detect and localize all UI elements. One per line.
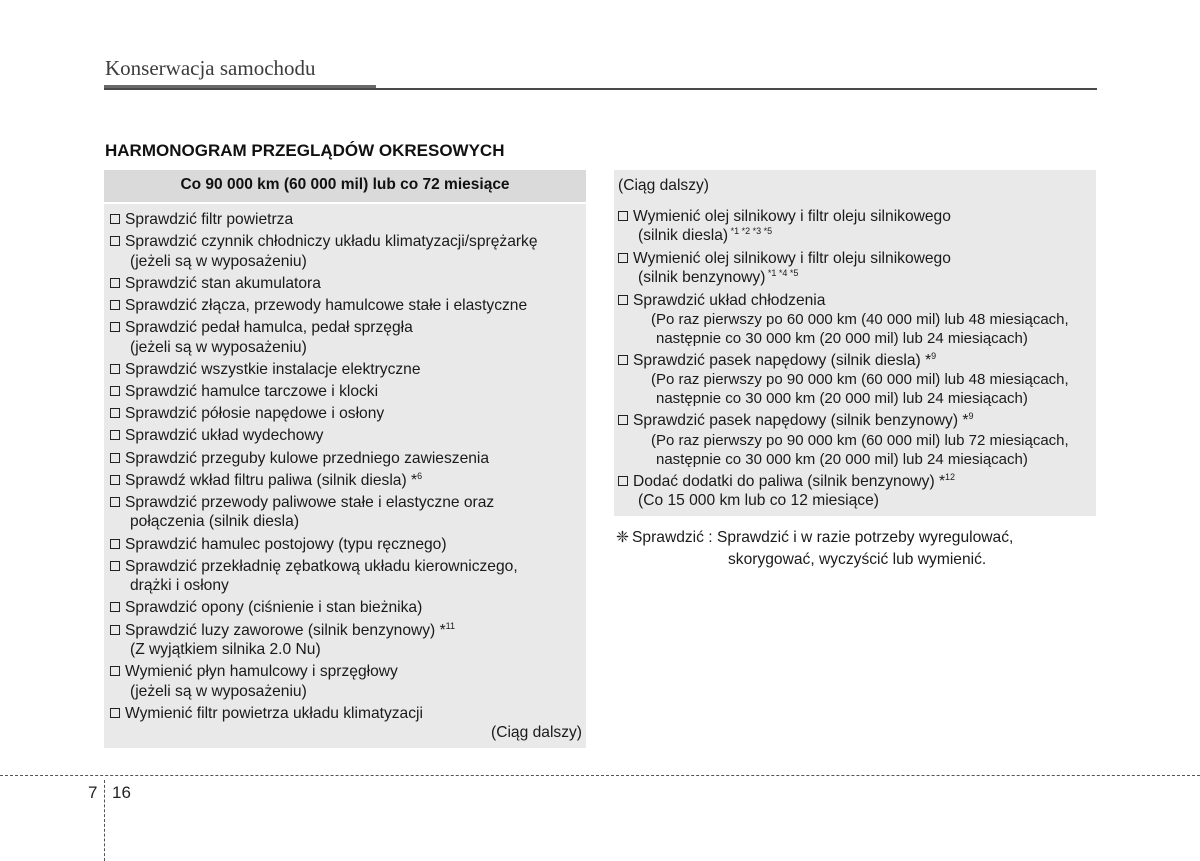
checkbox-icon bbox=[618, 295, 628, 305]
note-text-continued: skorygować, wyczyścić lub wymienić. bbox=[728, 551, 987, 568]
list-item: Sprawdzić pasek napędowy (silnik benzynowy) *$^9$ (Po raz pierwszy po 90 000 km (60 000 mil) lub 72 miesiącach, następnie co 30 000 km (20 000 mil) lub 24 miesiącach) bbox=[618, 411, 1096, 468]
list-item: Sprawdzić złącza, przewody hamulcowe stałe i elastyczne bbox=[110, 296, 586, 315]
checkbox-icon bbox=[110, 322, 120, 332]
note-label: Sprawdzić : bbox=[632, 529, 713, 546]
list-item: Sprawdzić półosie napędowe i osłony bbox=[110, 404, 586, 423]
list-item: Sprawdzić przewody paliwowe stałe i elastyczne oraz połączenia (silnik diesla) bbox=[110, 493, 586, 532]
checkbox-icon bbox=[110, 708, 120, 718]
list-item: Sprawdzić pasek napędowy (silnik diesla) *$^9$ (Po raz pierwszy po 90 000 km (60 000 mil) lub 48 miesiącach, następnie co 30 000 km (20 000 mil) lub 24 miesiącach) bbox=[618, 351, 1096, 408]
checkbox-icon bbox=[110, 453, 120, 463]
footer-margin-line bbox=[104, 780, 105, 861]
page-header-title: Konserwacja samochodu bbox=[105, 56, 316, 80]
checkbox-icon bbox=[110, 214, 120, 224]
checkbox-icon bbox=[110, 430, 120, 440]
footnote-ref: 12 bbox=[945, 471, 956, 482]
page-number: 16 bbox=[112, 783, 131, 802]
checkbox-icon bbox=[618, 253, 628, 263]
list-item: Sprawdź wkład filtru paliwa (silnik diesla) *$^6$ bbox=[110, 471, 586, 490]
checkbox-icon bbox=[618, 211, 628, 221]
checkbox-icon bbox=[618, 476, 628, 486]
list-item: Sprawdzić przekładnię zębatkową układu kierowniczego, drążki i osłony bbox=[110, 557, 586, 596]
checkbox-icon bbox=[110, 561, 120, 571]
checkbox-icon bbox=[110, 602, 120, 612]
list-item: Sprawdzić stan akumulatora bbox=[110, 274, 586, 293]
continued-note: (Ciąg dalszy) bbox=[491, 724, 582, 741]
checkbox-icon bbox=[618, 415, 628, 425]
footnote-ref: 9 bbox=[968, 411, 974, 422]
continued-note: (Ciąg dalszy) bbox=[618, 177, 709, 194]
list-item: Sprawdzić hamulec postojowy (typu ręcznego) bbox=[110, 535, 586, 554]
list-item: Dodać dodatki do paliwa (silnik benzynowy) *$^{12}$ (Co 15 000 km lub co 12 miesiące) bbox=[618, 472, 1096, 511]
footnote-ref: 11 bbox=[445, 620, 455, 631]
checkbox-icon bbox=[110, 278, 120, 288]
list-item: Sprawdzić opony (ciśnienie i stan bieżnika) bbox=[110, 598, 586, 617]
checkbox-icon bbox=[110, 475, 120, 485]
schedule-column-right bbox=[614, 170, 1096, 516]
legend-note bbox=[616, 527, 1094, 571]
checkbox-icon bbox=[618, 355, 628, 365]
footnote-ref: 6 bbox=[417, 470, 423, 481]
list-item: Sprawdzić przeguby kulowe przedniego zawieszenia bbox=[110, 449, 586, 468]
interval-header: Co 90 000 km (60 000 mil) lub co 72 miesiące bbox=[104, 170, 586, 204]
footnote-ref: 9 bbox=[931, 351, 937, 362]
checkbox-icon bbox=[110, 236, 120, 246]
list-item: Sprawdzić układ chłodzenia (Po raz pierwszy po 60 000 km (40 000 mil) lub 48 miesiącach, następnie co 30 000 km (20 000 mil) lub 24 miesiącach) bbox=[618, 291, 1096, 348]
footer-divider bbox=[0, 775, 1200, 776]
list-item: Wymienić płyn hamulcowy i sprzęgłowy (jeżeli są w wyposażeniu) bbox=[110, 662, 586, 701]
list-item: Sprawdzić pedał hamulca, pedał sprzęgła (jeżeli są w wyposażeniu) bbox=[110, 318, 586, 357]
footnote-ref: *1 *2 *3 *5 bbox=[728, 226, 773, 237]
checkbox-icon bbox=[110, 364, 120, 374]
chapter-number: 7 bbox=[88, 783, 98, 802]
checkbox-icon bbox=[110, 539, 120, 549]
note-text: Sprawdzić i w razie potrzeby wyregulować, bbox=[716, 529, 1014, 546]
checklist-left bbox=[104, 204, 586, 723]
list-item: Sprawdzić wszystkie instalacje elektryczne bbox=[110, 360, 586, 379]
checkbox-icon bbox=[110, 408, 120, 418]
note-symbol-icon: ❈ bbox=[616, 529, 630, 546]
list-item: Wymienić olej silnikowy i filtr oleju silnikowego (silnik benzynowy) $^{*1 *4 *5}$ bbox=[618, 249, 1096, 288]
list-item: Wymienić filtr powietrza układu klimatyzacji bbox=[110, 704, 586, 723]
checklist-right bbox=[614, 195, 1096, 511]
checkbox-icon bbox=[110, 625, 120, 635]
checkbox-icon bbox=[110, 497, 120, 507]
list-item: Wymienić olej silnikowy i filtr oleju silnikowego (silnik diesla) $^{*1 *2 *3 *5}$ bbox=[618, 207, 1096, 246]
checkbox-icon bbox=[110, 300, 120, 310]
list-item: Sprawdzić układ wydechowy bbox=[110, 426, 586, 445]
list-item: Sprawdzić luzy zaworowe (silnik benzynowy) *$^{11}$ (Z wyjątkiem silnika 2.0 Nu) bbox=[110, 621, 586, 660]
section-title: HARMONOGRAM PRZEGLĄDÓW OKRESOWYCH bbox=[105, 141, 505, 160]
list-item: Sprawdzić czynnik chłodniczy układu klimatyzacji/sprężarkę (jeżeli są w wyposażeniu) bbox=[110, 232, 586, 271]
list-item: Sprawdzić hamulce tarczowe i klocki bbox=[110, 382, 586, 401]
checkbox-icon bbox=[110, 386, 120, 396]
list-item: Sprawdzić filtr powietrza bbox=[110, 210, 586, 229]
checkbox-icon bbox=[110, 666, 120, 676]
footnote-ref: *1 *4 *5 bbox=[765, 268, 799, 279]
schedule-column-left bbox=[104, 170, 586, 748]
header-rule bbox=[104, 88, 1097, 90]
